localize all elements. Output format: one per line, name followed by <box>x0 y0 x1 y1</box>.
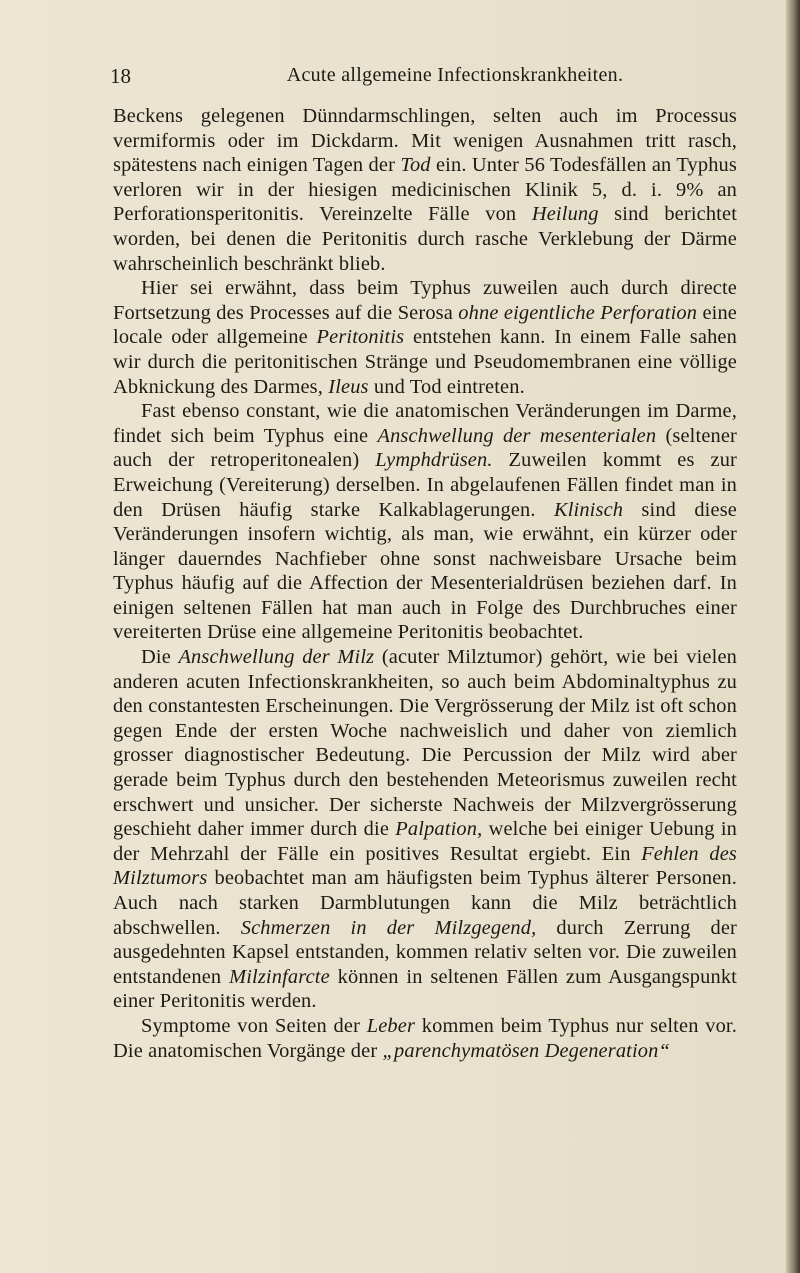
text-run: entstehen kann. In einem Falle sahen wir durch die peritonitischen Stränge und Pseudomembranen eine völlige Abknickung des Darmes, <box>113 326 737 398</box>
paragraph <box>113 276 737 399</box>
text-run: durch Zerrung der ausgedehnten Kapsel entstanden, kommen relativ selten vor. Die zuweilen entstandenen <box>113 916 737 988</box>
text-run: Symptome von Seiten der <box>141 1014 367 1037</box>
text-run: sind diese Veränderungen insofern wichtig, als man, wie erwähnt, ein kürzer oder länger dauerndes Nachfieber ohne sonst nachweisbare Ursache beim Typhus häufig auf die Affection der Mesenterialdrüsen beziehen darf. In einigen seltenen Fällen hat man auch in Folge des Durchbruches einer vereiterten Drüse eine allgemeine Peritonitis beobachtet. <box>113 498 737 644</box>
text-run: ein. Unter 56 Todesfällen an Typhus verloren wir in der hiesigen medicinischen Klinik 5, d. i. 9% an Perforationsperitonitis. Vereinzelte Fälle von <box>113 154 737 226</box>
italic-text: „parenchymatösen Degeneration“ <box>382 1039 670 1062</box>
italic-text: Klinisch <box>553 498 624 521</box>
text-run: (acuter Milztumor) gehört, wie bei vielen anderen acuten Infectionskrankheiten, so auch beim Abdominaltyphus zu den constantesten Erscheinungen. Die Vergrösserung der Milz ist oft schon gegen Ende der ersten Woche nachweislich und daher von ziemlich grosser diagnostischer Bedeutung. Die Percussion der Milz wird aber gerade beim Typhus durch den bestehenden Meteorismus zuweilen recht erschwert und unsicher. Der sicherste Nachweis der Milzvergrösserung geschieht daher immer durch die <box>113 646 737 841</box>
page-number: 18 <box>110 64 131 88</box>
text-run: beobachtet man am häufigsten beim Typhus älterer Personen. Auch nach starken Darmblutungen kann die Milz beträchtlich abschwellen. <box>113 867 737 939</box>
text-run: (seltener auch der retroperitonealen) <box>113 424 738 472</box>
italic-text: Heilung <box>531 203 599 226</box>
text-run: Die <box>141 646 179 669</box>
italic-text: Lymphdrüsen. <box>375 449 493 472</box>
italic-text: Palpation, <box>395 818 483 841</box>
italic-text: Fehlen des Milztumors <box>113 842 737 890</box>
text-run: Fast ebenso constant, wie die anatomischen Veränderungen im Darme, findet sich beim Typhus eine <box>113 400 737 447</box>
paragraph <box>113 399 737 645</box>
italic-text: Ileus <box>328 375 369 398</box>
text-run: Hier sei erwähnt, dass beim Typhus zuweilen auch durch directe Fortsetzung des Processes auf die Serosa <box>113 277 737 324</box>
text-run: Zuweilen kommt es zur Erweichung (Vereiterung) derselben. In abgelaufenen Fällen findet man in den Drüsen häufig starke Kalkablagerungen. <box>113 449 737 521</box>
italic-text: Leber <box>366 1014 416 1037</box>
text-run: kommen beim Typhus nur selten vor. Die anatomischen Vorgänge der <box>113 1014 737 1062</box>
italic-text: Peritonitis <box>316 326 405 349</box>
italic-text: Anschwellung der Milz <box>178 646 375 669</box>
italic-text: Anschwellung der mesenterialen <box>377 424 657 447</box>
running-head: Acute allgemeine Infectionskrankheiten. <box>286 64 624 86</box>
book-spine-shadow <box>786 0 800 1273</box>
body-text <box>113 104 737 1063</box>
italic-text: Milzinfarcte <box>229 965 330 988</box>
paragraph <box>113 104 737 276</box>
page-header <box>110 64 740 92</box>
text-run: können in seltenen Fällen zum Ausgangspunkt einer Peritonitis werden. <box>113 965 737 1013</box>
italic-text: Tod <box>400 154 431 177</box>
text-run: sind berichtet worden, bei denen die Peritonitis durch rasche Verklebung der Därme wahrscheinlich beschränkt blieb. <box>113 203 738 275</box>
italic-text: Schmerzen in der Milzgegend, <box>240 916 537 939</box>
text-run: und Tod eintreten. <box>368 375 525 398</box>
text-run: eine locale oder allgemeine <box>113 301 738 349</box>
text-run: welche bei einiger Uebung in der Mehrzahl der Fälle ein positives Resultat ergiebt. Ein <box>113 818 737 865</box>
italic-text: ohne eigentliche Perforation <box>458 301 698 324</box>
paragraph <box>113 1014 737 1063</box>
paragraph <box>113 645 737 1014</box>
text-run: Beckens gelegenen Dünndarmschlingen, selten auch im Processus vermiformis oder im Dickdarm. Mit wenigen Ausnahmen tritt rasch, spätestens nach einigen Tagen der <box>113 105 737 177</box>
